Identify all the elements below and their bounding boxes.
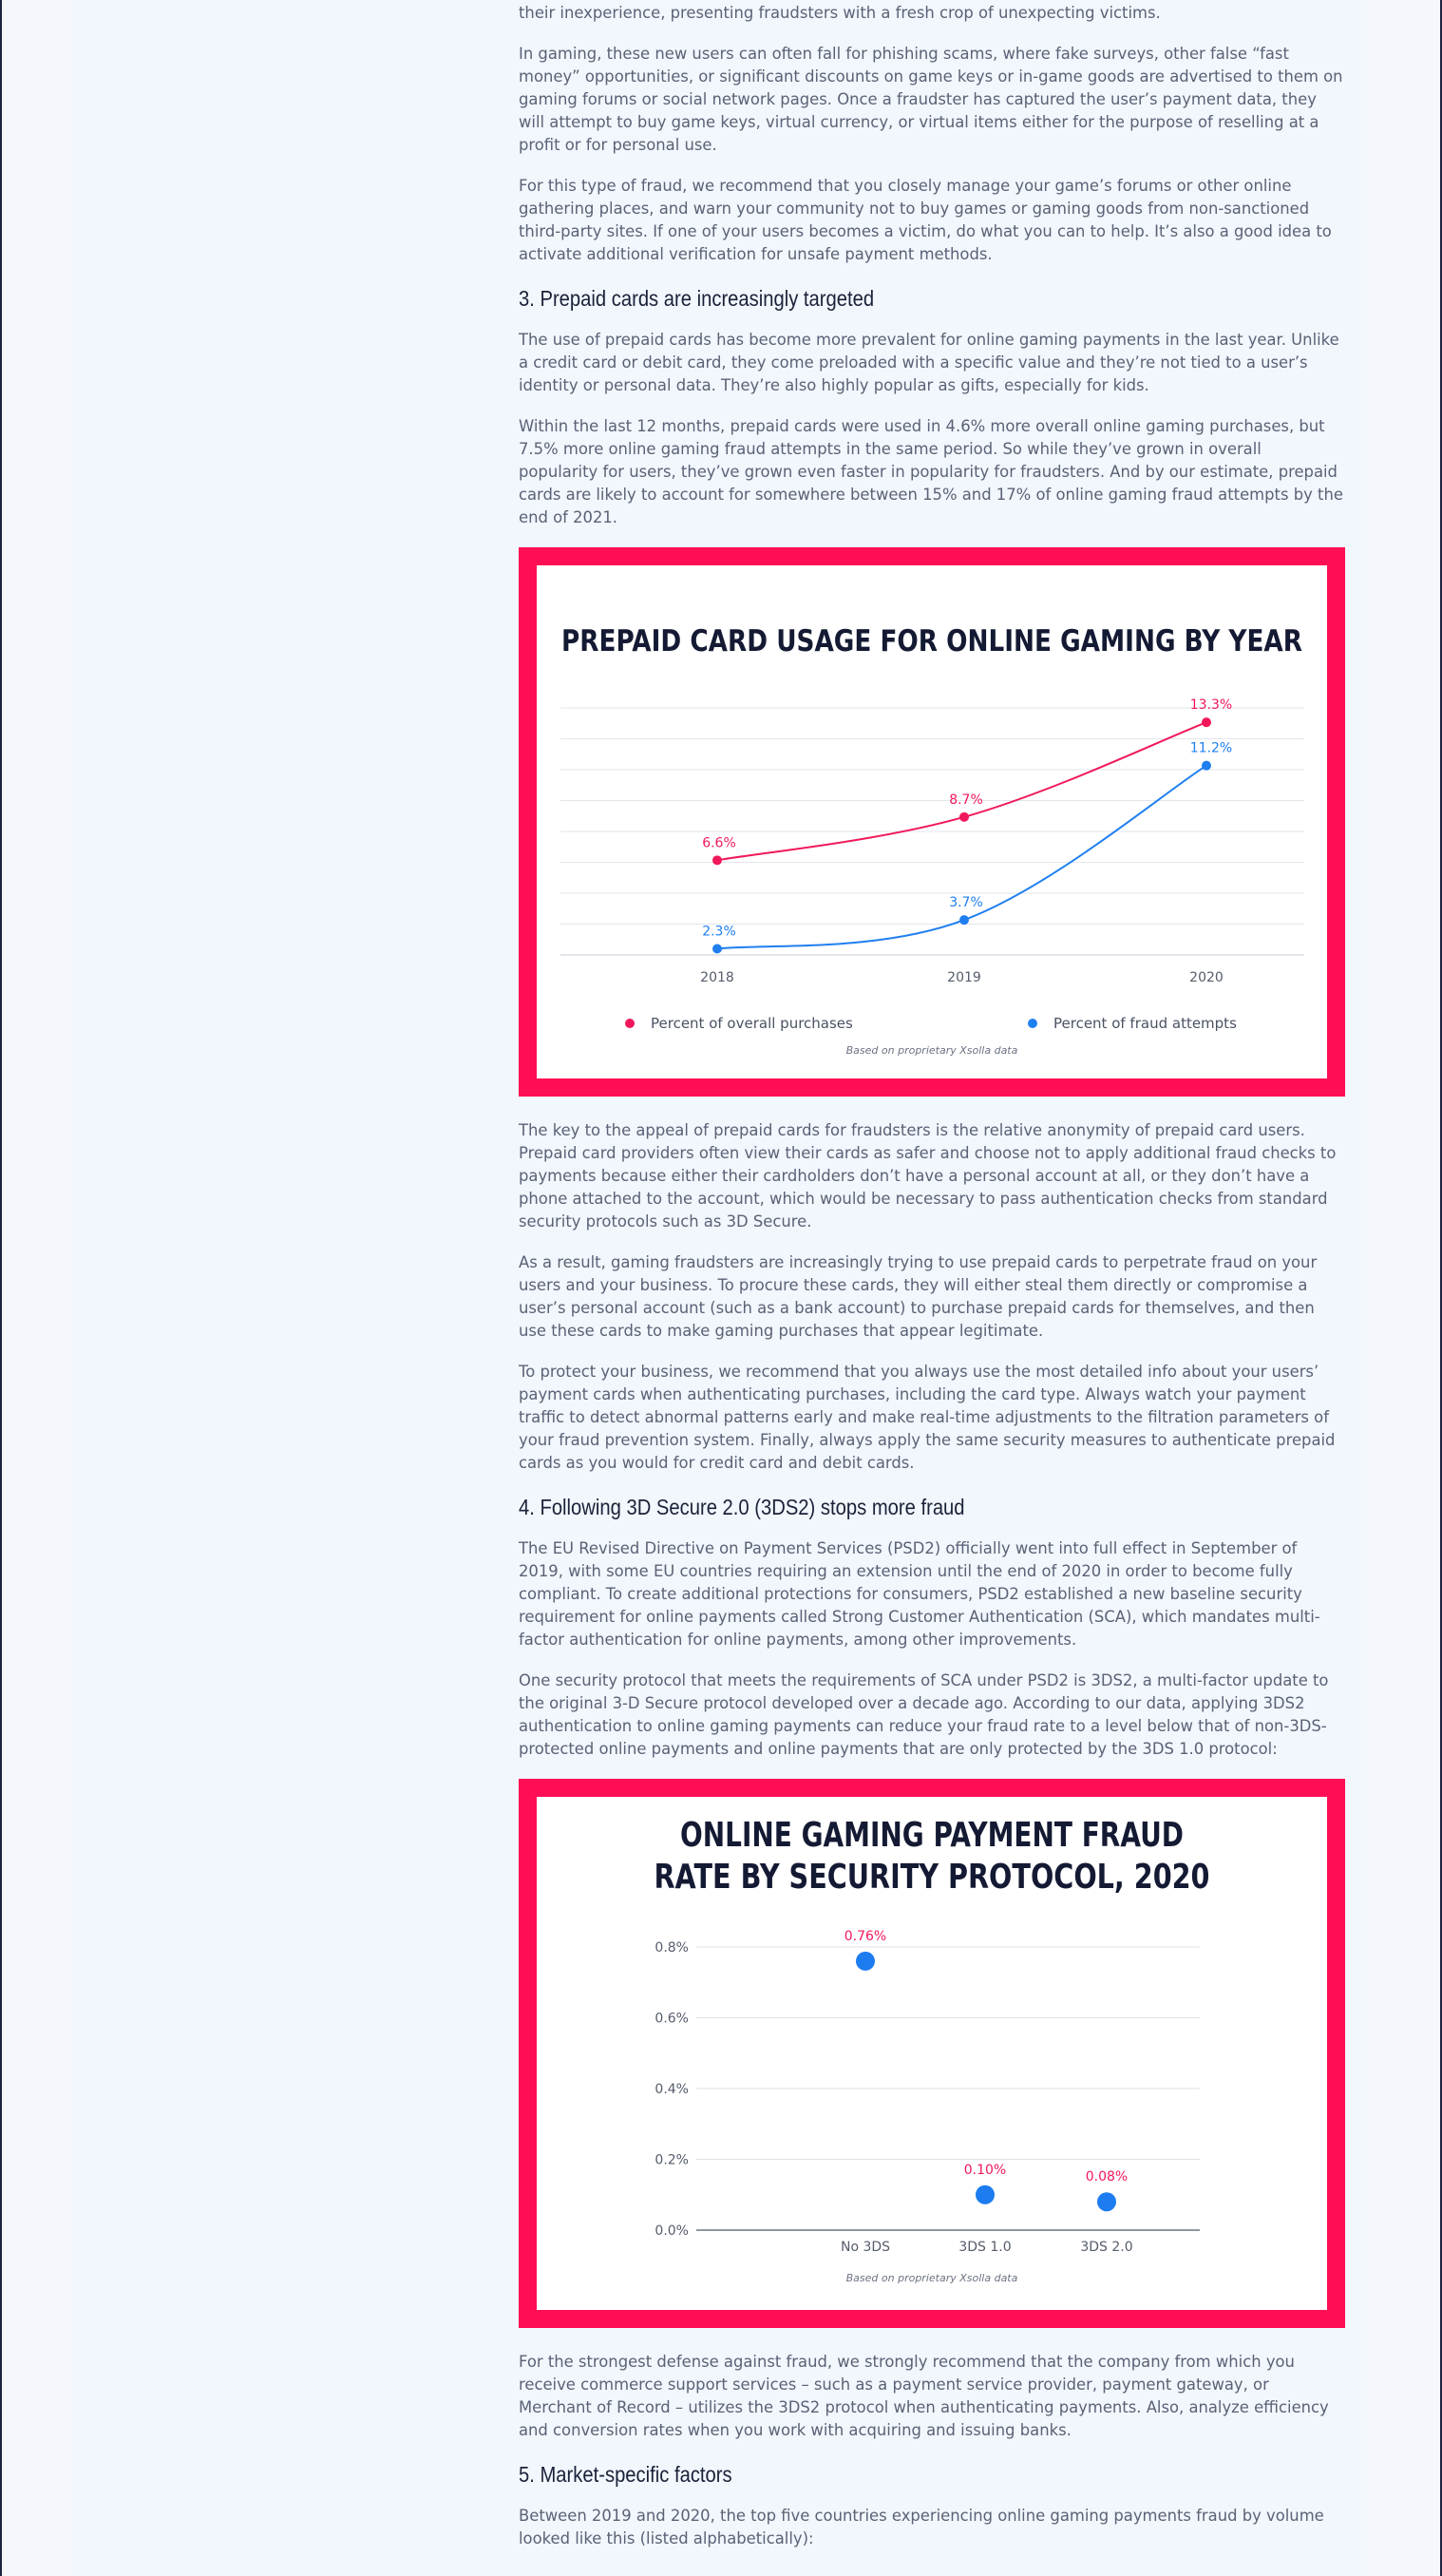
data-label: 13.3% <box>1189 697 1233 714</box>
paragraph: For the strongest defense against fraud, we strongly recommend that the company from which you receive commerce support services – such as a payment service provider, payment gateway, or Merchant of Record – utilizes the 3DS2 protocol when authenticating payments. Also, analyze efficiency and conversion rates when you work with acquiring and issuing banks. <box>519 2353 1329 2439</box>
y-tick-label: 0.2% <box>655 2152 689 2168</box>
data-label: 11.2% <box>1189 740 1233 756</box>
x-tick-label: 2018 <box>700 970 734 985</box>
paragraph: their inexperience, presenting fraudsters with a fresh crop of unexpecting victims. <box>519 4 1161 22</box>
data-point <box>959 915 969 925</box>
article-sheet <box>72 0 1362 2576</box>
chart-title-line-1: ONLINE GAMING PAYMENT FRAUD <box>680 1816 1184 1855</box>
data-label: 3.7% <box>949 895 983 911</box>
data-label: 8.7% <box>949 792 983 808</box>
data-point <box>1202 761 1211 771</box>
data-point <box>712 945 722 954</box>
x-tick-label: 3DS 2.0 <box>1080 2240 1133 2255</box>
legend-marker <box>625 1019 635 1028</box>
data-label: 6.6% <box>702 835 736 851</box>
x-tick-label: 3DS 1.0 <box>958 2240 1012 2255</box>
x-tick-label: 2019 <box>947 970 981 985</box>
chart-title: PREPAID CARD USAGE FOR ONLINE GAMING BY YEAR <box>561 624 1303 658</box>
data-point <box>856 1952 875 1971</box>
y-tick-label: 0.6% <box>655 2011 689 2027</box>
section-heading-3: 3. Prepaid cards are increasingly targeted <box>519 286 875 311</box>
paragraph: The EU Revised Directive on Payment Services (PSD2) officially went into full effect in September of 2019, with some EU countries requiring an extension until the end of 2020 in order to become fully compliant. To create additional protections for consumers, PSD2 established a new baseline security requirement for online payments called Strong Customer Authentication (SCA), which mandates multi-factor authentication for online payments, among other improvements. <box>519 1539 1320 1649</box>
data-label: 2.3% <box>702 924 736 940</box>
paragraph: One security protocol that meets the requirements of SCA under PSD2 is 3DS2, a multi-factor update to the original 3-D Secure protocol developed over a decade ago. According to our data, applying 3DS2 authentication to online gaming payments can reduce your fraud rate to a level below that of non-3DS-protected online payments and online payments that are only protected by the 3DS 1.0 protocol: <box>519 1671 1329 1758</box>
data-point <box>959 812 969 822</box>
data-label: 0.10% <box>963 2162 1007 2178</box>
chart-source-note: Based on proprietary Xsolla data <box>845 2272 1018 2284</box>
chart-title-line-2: RATE BY SECURITY PROTOCOL, 2020 <box>654 1858 1210 1897</box>
window-left-border <box>0 0 2 2576</box>
section-heading-5: 5. Market-specific factors <box>519 2462 732 2487</box>
data-point <box>1202 717 1211 727</box>
data-point <box>712 855 722 865</box>
paragraph: In gaming, these new users can often fall for phishing scams, where fake surveys, other false “fast money” opportunities, or significant discounts on game keys or in-game goods are advertised to them on gaming forums or social network pages. Once a fraudster has captured the user’s payment data, they will attempt to buy game keys, virtual currency, or virtual items either for the purpose of reselling at a profit or for personal use. <box>519 45 1343 154</box>
paragraph: The key to the appeal of prepaid cards for fraudsters is the relative anonymity of prepaid card users. Prepaid card providers often view their cards as safer and choose not to apply additional fraud checks to payments because either their cardholders don’t have a personal account at all, or they don’t have a phone attached to the account, which would be necessary to pass authentication checks from standard security protocols such as 3D Secure. <box>519 1121 1337 1231</box>
data-label: 0.08% <box>1085 2169 1129 2185</box>
prepaid-card-usage-chart <box>519 547 1345 1097</box>
paragraph: Between 2019 and 2020, the top five countries experiencing online gaming payments fraud by volume looked like this (listed alphabetically): <box>519 2507 1324 2547</box>
series-line-overall-purchases <box>717 722 1206 860</box>
data-point <box>976 2185 995 2204</box>
dot-chart-svg <box>537 1797 1327 2310</box>
legend-label: Percent of fraud attempts <box>1053 1015 1237 1032</box>
data-label: 0.76% <box>844 1928 887 1944</box>
paragraph: To protect your business, we recommend that you always use the most detailed info about your users’ payment cards when authenticating purchases, including the card type. Always watch your payment traffic to detect abnormal patterns early and make real-time adjustments to the filtration parameters of your fraud prevention system. Finally, always apply the same security measures to authenticate prepaid cards as you would for credit card and debit cards. <box>519 1363 1336 1472</box>
y-tick-label: 0.4% <box>655 2082 689 2097</box>
paragraph: As a result, gaming fraudsters are increasingly trying to use prepaid cards to perpetrate fraud on your users and your business. To procure these cards, they will either steal them directly or compromise a user’s personal account (such as a bank account) to purchase prepaid cards for themselves, and then use these cards to make gaming purchases that appear legitimate. <box>519 1253 1318 1340</box>
data-point <box>1097 2192 1116 2211</box>
paragraph: For this type of fraud, we recommend that you closely manage your game’s forums or other online gathering places, and warn your community not to buy games or gaming goods from non-sanctioned third-party sites. If one of your users becomes a victim, do what you can to help. It’s also a good idea to activate additional verification for unsafe payment methods. <box>519 177 1332 263</box>
fraud-rate-by-protocol-chart <box>519 1779 1345 2328</box>
article-column <box>519 0 1345 2568</box>
chart-source-note: Based on proprietary Xsolla data <box>845 1044 1018 1057</box>
paragraph: Within the last 12 months, prepaid cards were used in 4.6% more overall online gaming purchases, but 7.5% more online gaming fraud attempts in the same period. So while they’ve grown in overall popularity for users, they’ve grown even faster in popularity for fraudsters. And by our estimate, prepaid cards are likely to account for somewhere between 15% and 17% of online gaming fraud attempts by the end of 2021. <box>519 417 1343 526</box>
legend-label: Percent of overall purchases <box>651 1015 853 1032</box>
line-chart-svg <box>537 565 1327 1078</box>
x-tick-label: 2020 <box>1189 970 1224 985</box>
y-tick-label: 0.0% <box>655 2223 689 2239</box>
x-tick-label: No 3DS <box>840 2240 891 2255</box>
paragraph: The use of prepaid cards has become more prevalent for online gaming payments in the last year. Unlike a credit card or debit card, they come preloaded with a specific value and they’re not tied to a user’s identity or personal data. They’re also highly popular as gifts, especially for kids. <box>519 331 1339 394</box>
y-tick-label: 0.8% <box>655 1940 689 1956</box>
section-heading-4: 4. Following 3D Secure 2.0 (3DS2) stops more fraud <box>519 1495 965 1519</box>
legend-marker <box>1028 1019 1037 1028</box>
